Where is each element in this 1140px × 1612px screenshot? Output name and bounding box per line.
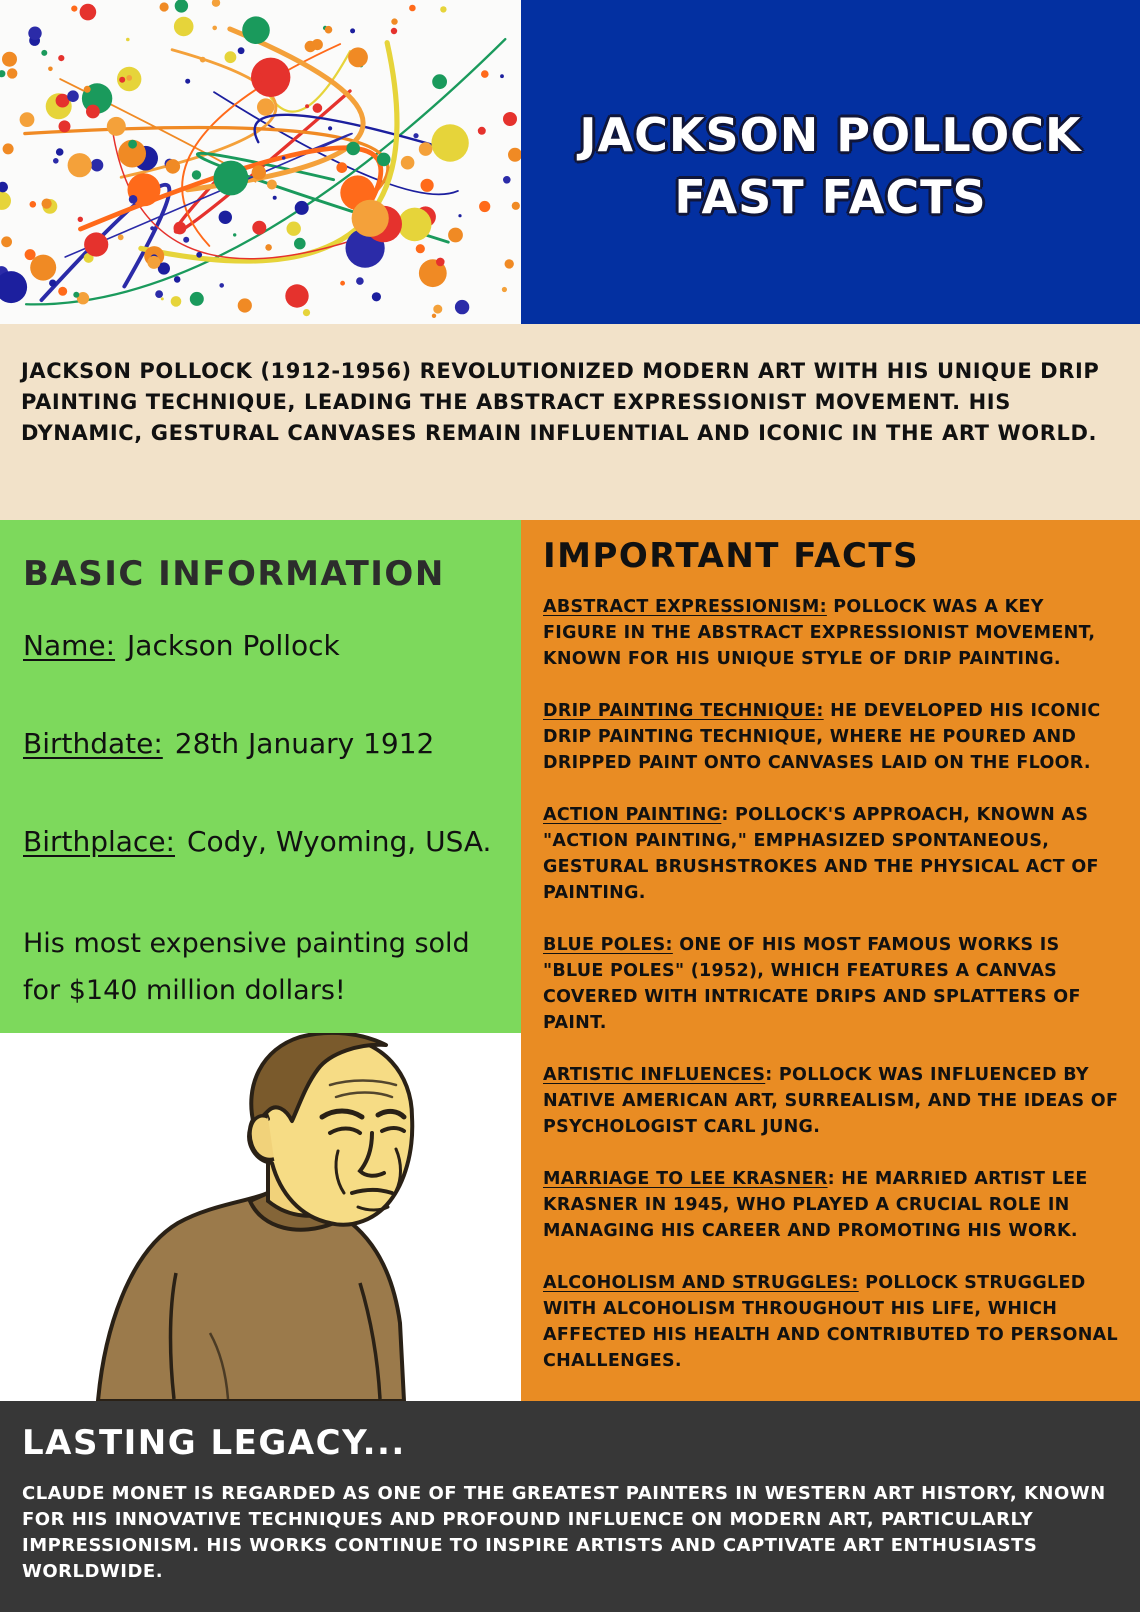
paint-dot [126,75,132,81]
paint-dot [212,26,217,31]
paint-dot [215,173,220,178]
paint-dot [126,38,130,42]
paint-dot [348,47,368,67]
paint-dot [68,153,92,177]
paint-dot [401,156,415,170]
fact-text: ONE OF HIS MOST FAMOUS WORKS IS "BLUE POLES" (1952), WHICH FEATURES A CANVAS COVERED WITH INTRICATE DRIPS AND SPLATTERS OF PAINT. [543,935,1081,1033]
paint-dot [107,117,126,136]
paint-dot [119,77,125,83]
paint-dot [481,70,489,78]
fact-item [543,1166,1120,1244]
paint-dot [294,238,306,250]
basic-information-heading: BASIC INFORMATION [23,554,445,594]
fact-text: HE DEVELOPED HIS ICONIC DRIP PAINTING TECHNIQUE, WHERE HE POURED AND DRIPPED PAINT ONTO CANVASES LAID ON THE FLOOR. [543,701,1101,773]
paint-dot [455,300,469,314]
paint-dot [478,127,486,135]
fact-title: DRIP PAINTING TECHNIQUE: [543,701,824,721]
paint-splatter-art [0,0,521,324]
fact-item [543,698,1120,776]
paint-dot [242,16,270,44]
paint-dot [175,0,188,13]
paint-dot [212,0,220,7]
paint-dot [78,217,83,222]
paint-dot [252,165,266,179]
paint-dot [508,148,521,162]
paint-dot [118,234,124,240]
paint-dot [42,199,52,209]
paint-dot [356,277,364,285]
birthplace-row [23,822,499,920]
paint-dot [80,4,97,21]
paint-dot [416,244,425,253]
paint-dot [431,124,468,161]
paint-dot [372,292,381,301]
paint-dot [41,50,47,56]
paint-dot [147,256,160,269]
paint-dot [273,196,277,200]
fact-text: : POLLOCK WAS INFLUENCED BY NATIVE AMERICAN ART, SURREALISM, AND THE IDEAS OF PSYCHOLOGIST CARL JUNG. [543,1065,1119,1137]
intro-text: JACKSON POLLOCK (1912-1956) REVOLUTIONIZED MODERN ART WITH HIS UNIQUE DRIP PAINTING TECHNIQUE, LEADING THE ABSTRACT EXPRESSIONIST MOVEMENT. HIS DYNAMIC, GESTURAL CANVASES REMAIN INFLUENTIAL AND ICONIC IN THE ART WORLD. [21,359,1100,445]
paint-dot [56,148,64,156]
paint-dot [0,192,11,210]
paint-dot [174,17,194,37]
paint-dot [150,226,154,230]
paint-dot [413,133,418,138]
paint-dot [155,290,163,298]
expensive-painting-note: His most expensive painting sold for $140 million dollars! [23,928,470,1006]
paint-dot [219,211,232,224]
paint-dot [86,105,100,119]
paint-dot [285,284,308,307]
fact-item [543,932,1120,1036]
paint-dot [71,6,77,12]
portrait-drawing [0,1033,521,1401]
paint-dot [129,195,138,204]
paint-dot [59,120,71,132]
paint-dot [433,305,442,314]
paint-dot [251,72,262,83]
paint-dot [183,237,189,243]
title-panel [521,0,1140,324]
paint-dot [91,159,104,172]
paint-dot [2,52,17,67]
paint-dot [160,2,169,11]
paint-dot [252,221,266,235]
paint-dot [377,153,391,167]
fact-text: POLLOCK STRUGGLED WITH ALCOHOLISM THROUGHOUT HIS LIFE, WHICH AFFECTED HIS HEALTH AND CONTRIBUTED TO PERSONAL CHALLENGES. [543,1273,1118,1371]
paint-dot [30,201,37,208]
paint-dot [340,281,345,286]
paint-dot [448,228,463,243]
paint-dot [391,18,397,24]
paint-dot [192,170,201,179]
name-value: Jackson Pollock [127,629,340,662]
paint-dot [48,67,53,72]
paint-dot [512,202,520,210]
paint-dot [295,201,309,215]
fact-item [543,1270,1120,1374]
paint-dot [391,28,397,34]
paint-dot [174,276,181,283]
paint-dot [328,126,332,130]
paint-dot [313,103,323,113]
birthplace-value: Cody, Wyoming, USA. [187,825,492,858]
paint-dot [84,232,108,256]
important-facts-panel [521,520,1140,1401]
basic-information-panel [0,520,521,1033]
paint-dot [346,142,360,156]
paint-dot [500,74,504,78]
paint-dot [287,222,301,236]
paint-dot [214,161,249,196]
paint-dot [505,259,514,268]
paint-dot [58,287,67,296]
lasting-legacy-heading: LASTING LEGACY... [22,1423,406,1463]
paint-dot [398,208,432,242]
fact-text: : POLLOCK'S APPROACH, KNOWN AS "ACTION PAINTING," EMPHASIZED SPONTANEOUS, GESTURAL BRUSHSTROKES AND THE PHYSICAL ACT OF PAINTING. [543,805,1099,903]
splatter-painting-image [0,0,521,324]
paint-dot [267,180,277,190]
paint-dot [166,159,181,174]
paint-dot [419,142,433,156]
paint-dot [432,74,447,89]
paint-dot [7,68,17,78]
fact-title: MARRIAGE TO LEE KRASNER [543,1169,828,1189]
birthdate-row [23,724,499,822]
lasting-legacy-panel [0,1401,1140,1612]
paint-dot [352,200,389,237]
paint-dot [185,79,190,84]
paint-dot [190,292,204,306]
paint-dot [336,162,347,173]
fact-title: ALCOHOLISM AND STRUGGLES: [543,1273,859,1293]
paint-dot [350,28,355,33]
paint-dot [238,47,245,54]
name-label: Name: [23,629,116,662]
paint-dot [233,233,236,236]
birthdate-value: 28th January 1912 [174,727,435,760]
paint-dot [20,112,35,127]
paint-dot [502,287,507,292]
paint-dot [325,26,333,34]
paint-dot [174,222,187,235]
paint-dot [305,104,309,108]
paint-dot [225,51,237,63]
paint-dot [503,112,517,126]
fact-title: ARTISTIC INFLUENCES [543,1065,766,1085]
paint-dot [128,140,137,149]
paint-dot [282,156,286,160]
paint-dot [161,297,164,300]
paint-dot [0,70,5,77]
fact-title: ABSTRACT EXPRESSIONISM: [543,597,827,617]
paint-dot [409,5,416,12]
paint-dot [73,292,79,298]
paint-dot [171,296,182,307]
fact-title: ACTION PAINTING [543,805,722,825]
paint-dot [303,309,310,316]
intro-band [0,324,1140,520]
paint-dot [67,90,79,102]
paint-dot [503,176,511,184]
fact-item [543,802,1120,906]
paint-dot [458,214,461,217]
paint-dot [200,57,206,63]
paint-dot [28,27,41,40]
paint-dot [421,179,434,192]
paint-dot [30,255,56,281]
paint-dot [1,236,12,247]
important-facts-heading: IMPORTANT FACTS [543,536,920,576]
paint-dot [440,6,446,12]
paint-dot [436,258,445,267]
paint-dot [53,158,59,164]
paint-dot [0,182,8,193]
paint-dot [479,201,490,212]
paint-dot [196,252,202,258]
pollock-portrait-illustration [0,1033,521,1401]
title-line-1: JACKSON POLLOCK [579,108,1082,162]
paint-dot [265,244,272,251]
paint-dot [238,298,252,312]
paint-dot [25,249,36,260]
paint-dot [84,86,91,93]
fact-text: POLLOCK WAS A KEY FIGURE IN THE ABSTRACT EXPRESSIONIST MOVEMENT, KNOWN FOR HIS UNIQUE STYLE OF DRIP PAINTING. [543,597,1096,669]
fact-item [543,1062,1120,1140]
fact-title: BLUE POLES: [543,935,673,955]
paint-dot [0,271,27,303]
paint-dot [49,280,56,287]
name-row [23,626,499,724]
paint-dot [3,143,14,154]
paint-dot [58,55,64,61]
paint-dot [432,314,436,318]
paint-dot [219,283,224,288]
page-title [579,96,1081,228]
paint-dot [312,39,323,50]
fact-text: : HE MARRIED ARTIST LEE KRASNER IN 1945, WHO PLAYED A CRUCIAL ROLE IN MANAGING HIS CAREER AND PROMOTING HIS WORK. [543,1169,1088,1241]
fact-item [543,594,1120,672]
birthplace-label: Birthplace: [23,825,175,858]
birthdate-label: Birthdate: [23,727,163,760]
title-line-2: FAST FACTS [674,170,987,224]
lasting-legacy-text: CLAUDE MONET IS REGARDED AS ONE OF THE GREATEST PAINTERS IN WESTERN ART HISTORY, KNOWN FOR HIS INNOVATIVE TECHNIQUES AND PROFOUND INFLUENCE ON MODERN ART, PARTICULARLY IMPRESSIONISM. HIS WORKS CONTINUE TO INSPIRE ARTISTS AND CAPTIVATE ART ENTHUSIASTS WORLDWIDE. [22,1483,1106,1582]
paint-dot [257,98,274,115]
